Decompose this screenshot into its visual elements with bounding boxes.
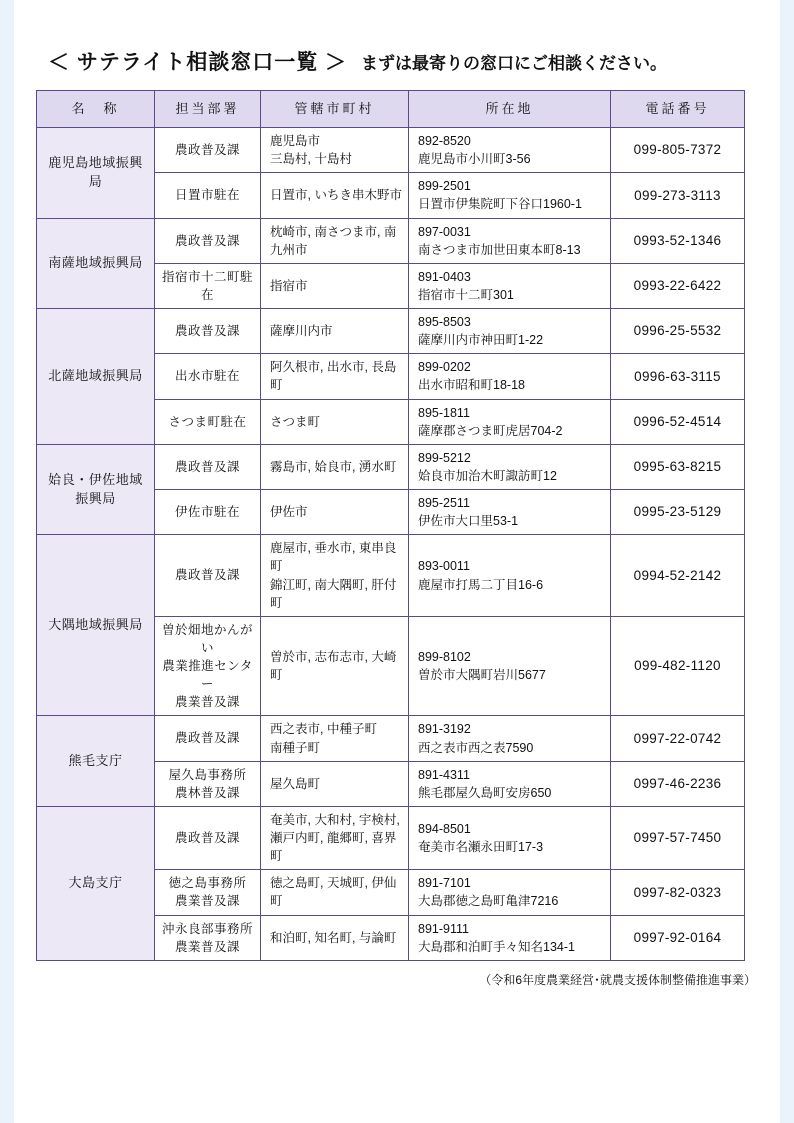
address-cell [409,354,611,399]
address-cell [409,128,611,173]
org-name-cell: 鹿児島地域振興局 [37,128,155,219]
table-row [37,806,745,869]
jurisdiction-cell: 西之表市, 中種子町 南種子町 [261,716,409,761]
footer-note: （令和6年度農業経営･就農支援体制整備推進事業） [479,972,756,987]
table-row [37,444,745,489]
jurisdiction-cell: 和泊町, 知名町, 与論町 [261,915,409,960]
phone-cell: 099-273-3113 [611,173,745,218]
street-address: 薩摩郡さつま町虎居704-2 [418,423,563,438]
postal-code: 891-7101 [418,876,471,891]
postal-code: 899-2501 [418,179,471,194]
table-body [37,128,745,961]
dept-cell: 曽於畑地かんがい 農業推進センター 農業普及課 [155,616,261,716]
org-name-cell: 大島支庁 [37,806,155,960]
table-row [37,218,745,263]
jurisdiction-cell: 枕崎市, 南さつま市, 南九州市 [261,218,409,263]
page-subtitle: まずは最寄りの窓口にご相談ください。 [361,54,668,73]
street-address: 南さつま市加世田東本町8-13 [418,242,581,257]
street-address: 曽於市大隅町岩川5677 [418,668,546,683]
dept-cell: 農政普及課 [155,444,261,489]
dept-cell: 沖永良部事務所 農業普及課 [155,915,261,960]
jurisdiction-cell: 霧島市, 姶良市, 湧水町 [261,444,409,489]
street-address: 薩摩川内市神田町1-22 [418,333,544,348]
street-address: 熊毛郡屋久島町安房650 [418,785,552,800]
postal-code: 895-8503 [418,315,471,329]
dept-cell: 農政普及課 [155,806,261,869]
dept-cell: 農政普及課 [155,218,261,263]
satellite-consultation-table [36,90,745,961]
phone-cell: 0994-52-2142 [611,535,745,617]
phone-cell: 0993-52-1346 [611,218,745,263]
org-name-cell: 北薩地域振興局 [37,309,155,445]
address-cell [409,263,611,308]
jurisdiction-cell: 鹿児島市 三島村, 十島村 [261,128,409,173]
phone-cell: 0995-23-5129 [611,490,745,535]
phone-cell: 0997-57-7450 [611,806,745,869]
postal-code: 891-9111 [418,921,469,936]
address-cell [409,806,611,869]
street-address: 西之表市西之表7590 [418,740,534,755]
postal-code: 895-2511 [418,496,470,510]
jurisdiction-cell: 屋久島町 [261,761,409,806]
phone-cell: 0997-82-0323 [611,870,745,915]
dept-cell: 徳之島事務所 農業普及課 [155,870,261,915]
table-row [37,716,745,761]
postal-code: 899-8102 [418,649,471,664]
street-address: 出水市昭和町18-18 [418,378,525,393]
phone-cell: 0997-22-0742 [611,716,745,761]
street-address: 奄美市名瀬永田町17-3 [418,840,544,855]
phone-cell: 0995-63-8215 [611,444,745,489]
address-cell [409,399,611,444]
page-header [48,46,764,76]
column-header-jurisdiction: 管轄市町村 [261,91,409,128]
dept-cell: 農政普及課 [155,128,261,173]
org-name-cell: 熊毛支庁 [37,716,155,807]
dept-cell: 農政普及課 [155,535,261,617]
address-cell [409,870,611,915]
jurisdiction-cell: 奄美市, 大和村, 宇検村, 瀬戸内町, 龍郷町, 喜界町 [261,806,409,869]
page-title: ＜ サテライト相談窓口一覧 ＞ [48,51,348,74]
address-cell [409,616,611,716]
column-header-dept: 担当部署 [155,91,261,128]
jurisdiction-cell: 曽於市, 志布志市, 大崎町 [261,616,409,716]
postal-code: 891-0403 [418,269,471,284]
phone-cell: 0997-92-0164 [611,915,745,960]
address-cell [409,173,611,218]
address-cell [409,218,611,263]
address-cell [409,915,611,960]
jurisdiction-cell: 薩摩川内市 [261,309,409,354]
table-row [37,309,745,354]
postal-code: 899-0202 [418,360,471,375]
phone-cell: 099-482-1120 [611,616,745,716]
dept-cell: さつま町駐在 [155,399,261,444]
table-row [37,128,745,173]
jurisdiction-cell: 鹿屋市, 垂水市, 東串良町 錦江町, 南大隅町, 肝付町 [261,535,409,617]
phone-cell: 0997-46-2236 [611,761,745,806]
street-address: 姶良市加治木町諏訪町12 [418,468,557,483]
postal-code: 891-3192 [418,722,471,737]
jurisdiction-cell: さつま町 [261,399,409,444]
postal-code: 891-4311 [418,767,470,782]
street-address: 鹿屋市打馬二丁目16-6 [418,577,544,592]
jurisdiction-cell: 日置市, いちき串木野市 [261,173,409,218]
dept-cell: 伊佐市駐在 [155,490,261,535]
jurisdiction-cell: 阿久根市, 出水市, 長島町 [261,354,409,399]
phone-cell: 0996-25-5532 [611,309,745,354]
dept-cell: 農政普及課 [155,716,261,761]
postal-code: 897-0031 [418,224,471,239]
table-header-row [37,91,745,128]
postal-code: 899-5212 [418,450,471,465]
postal-code: 895-1811 [418,405,470,420]
address-cell [409,490,611,535]
address-cell [409,716,611,761]
address-cell [409,535,611,617]
dept-cell: 農政普及課 [155,309,261,354]
org-name-cell: 姶良・伊佐地域振興局 [37,444,155,535]
street-address: 大島郡徳之島町亀津7216 [418,894,559,909]
address-cell [409,444,611,489]
street-address: 指宿市十二町301 [418,287,514,302]
street-address: 日置市伊集院町下谷口1960-1 [418,197,582,212]
dept-cell: 指宿市十二町駐在 [155,263,261,308]
street-address: 鹿児島市小川町3-56 [418,152,531,167]
street-address: 大島郡和泊町手々知名134-1 [418,939,575,954]
postal-code: 892-8520 [418,134,471,148]
dept-cell: 屋久島事務所 農林普及課 [155,761,261,806]
org-name-cell: 大隅地域振興局 [37,535,155,716]
jurisdiction-cell: 伊佐市 [261,490,409,535]
jurisdiction-cell: 指宿市 [261,263,409,308]
column-header-name: 名 称 [37,91,155,128]
postal-code: 894-8501 [418,821,471,836]
phone-cell: 0996-52-4514 [611,399,745,444]
table-row [37,535,745,617]
phone-cell: 0996-63-3115 [611,354,745,399]
dept-cell: 出水市駐在 [155,354,261,399]
postal-code: 893-0011 [418,559,470,574]
phone-cell: 0993-22-6422 [611,263,745,308]
column-header-phone: 電話番号 [611,91,745,128]
column-header-address: 所在地 [409,91,611,128]
street-address: 伊佐市大口里53-1 [418,514,519,529]
address-cell [409,761,611,806]
jurisdiction-cell: 徳之島町, 天城町, 伊仙町 [261,870,409,915]
phone-cell: 099-805-7372 [611,128,745,173]
address-cell [409,309,611,354]
org-name-cell: 南薩地域振興局 [37,218,155,309]
dept-cell: 日置市駐在 [155,173,261,218]
